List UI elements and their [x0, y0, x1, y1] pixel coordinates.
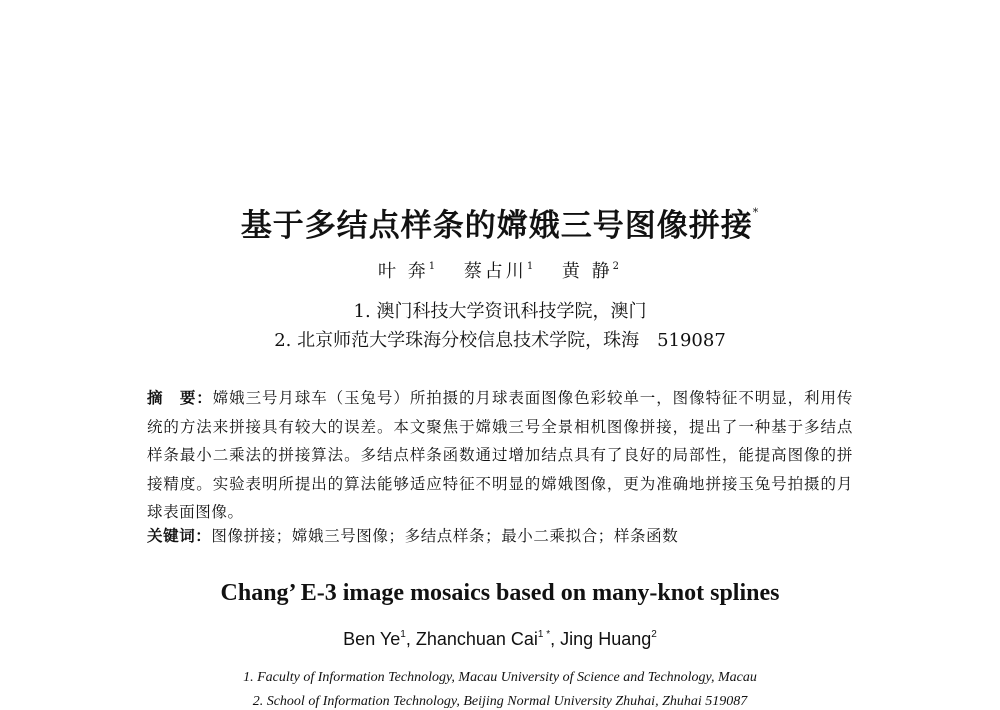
author-affiliation-mark: 1 [526, 261, 537, 272]
chinese-abstract [147, 384, 853, 527]
author-affiliation-mark: 1 * [537, 629, 551, 640]
chinese-author-name: 叶 奔 [377, 261, 429, 282]
author-affiliation-mark: 2 [651, 629, 657, 640]
chinese-title [0, 200, 1000, 245]
english-author-name: Zhanchuan Cai [415, 629, 538, 649]
abstract-label: 摘 要： [147, 389, 213, 407]
keywords-text: 图像拼接；嫦娥三号图像；多结点样条；最小二乘拟合；样条函数 [211, 527, 679, 545]
english-author-name: Ben Ye [343, 629, 401, 649]
chinese-author [464, 261, 536, 282]
chinese-author-name: 蔡占川 [463, 261, 527, 282]
chinese-title-text: 基于多结点样条的嫦娥三号图像拼接 [240, 208, 753, 244]
english-affiliation-1: 1. Faculty of Information Technology, Macau University of Science and Technology, Macau [243, 670, 757, 685]
chinese-author [378, 261, 438, 282]
chinese-author [562, 261, 622, 282]
abstract-text: 嫦娥三号月球车（玉兔号）所拍摄的月球表面图像色彩较单一，图像特征不明显，利用传统的方法来拼接具有较大的误差。本文聚焦于嫦娥三号全景相机图像拼接，提出了一种基于多结点样条最小二乘法的拼接算法。多结点样条函数通过增加结点具有了良好的局部性，能提高图像的拼接精度。实验表明所提出的算法能够适应特征不明显的嫦娥图像，更为准确地拼接玉兔号拍摄的月球表面图像。 [147, 389, 854, 521]
chinese-affiliation-2: 2. 北京师范大学珠海分校信息技术学院，珠海 519087 [274, 330, 726, 351]
chinese-keywords [147, 524, 678, 546]
chinese-affiliation-1: 1. 澳门科技大学资讯科技学院，澳门 [353, 301, 647, 322]
english-author-name: Jing Huang [560, 629, 652, 649]
chinese-author-name: 黄 静 [561, 261, 613, 282]
author-affiliation-mark: 2 [612, 261, 623, 272]
keywords-label: 关键词： [147, 527, 212, 545]
chinese-authors [0, 257, 1000, 283]
english-title: Chang’ E-3 image mosaics based on many-knot splines [220, 580, 780, 606]
english-authors: Ben Ye$^1$, Zhanchuan Cai$^{1 *}$, Jing Huang$^2$ [343, 629, 657, 649]
author-affiliation-mark: 1 [400, 629, 406, 640]
title-footnote-mark: * [752, 206, 760, 219]
english-affiliation-2: 2. School of Information Technology, Beijing Normal University Zhuhai, Zhuhai 519087 [252, 694, 748, 709]
author-affiliation-mark: 1 [428, 261, 439, 272]
